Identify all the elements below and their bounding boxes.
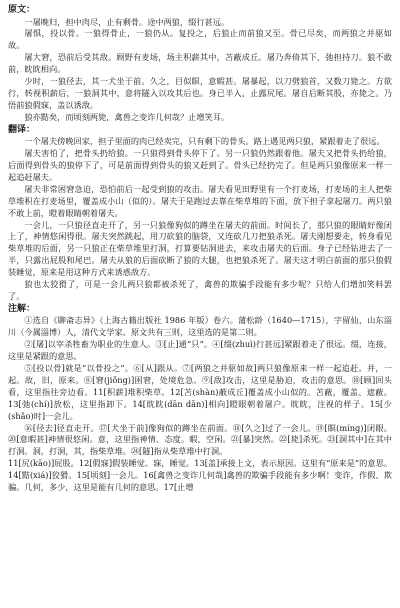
original-heading: 原文： xyxy=(8,5,36,15)
translation-paragraph: 一个屠夫傍晚回家，担子里面的肉已经卖完，只有剩下的骨头。路上遇见两只狼，紧跟着走了很远。 xyxy=(24,136,385,147)
notes-section xyxy=(8,303,392,494)
translation-paragraph: 一会儿，一只狼径直走开了，另一只狼像狗似的蹲坐在屠夫的前面。时间长了，那只狼的眼睛好像闭上了，神情悠闲得很。屠夫突然跳起，用刀砍狼的脑袋，又连砍几刀把狼杀死。屠夫刚想要走，转身看见柴草堆的后面，另一只狼正在柴草堆里打洞，打算要钻洞进去，来攻击屠夫的后面。身子已经钻进去了一半，只露出屁股和尾巴。屠夫从狼的后面砍断了狼的大腿，也把狼杀死了。屠夫这才明白前面的那只狼假装睡觉，原来是用这种方式来诱惑敌方。 xyxy=(8,219,392,278)
note-item: ②[屠]以宰杀牲畜为职业的生意人。③[止]通“只”。④[缀(zhuì)行甚远]紧跟着走了很远。缀，连接，这里是紧跟的意思。 xyxy=(8,339,392,362)
translation-paragraph: 狼也太狡猾了，可是一会儿两只狼都被杀死了，禽兽的欺骗手段能有多少呢？只给人们增加笑料罢了。 xyxy=(8,279,392,301)
note-item: 11[尻(kāo)]屁股。12[假寐]假装睡觉。寐，睡觉。13[盖]承接上文，表示原因。这里有“原来是”的意思。14[黠(xiá)]狡猾。15[顷刻]一会儿。16[禽兽之变诈几何哉]禽兽的欺骗手段能有多少啊！变诈，作假、欺骗。几何，多少，这里是能有几何的意思。17[止增 xyxy=(8,458,392,493)
original-paragraph: 一屠晚归，担中肉尽，止有剩骨。途中两狼，缀行甚远。 xyxy=(24,16,230,27)
original-text-section xyxy=(8,4,392,124)
original-paragraph: 少时，一狼径去，其一犬坐于前。久之，目似瞑，意暇甚。屠暴起，以刀劈狼首，又数刀毙之。方欲行，转视积薪后，一狼洞其中，意将隧入以攻其后也。身已半入，止露尻尾。屠自后断其股，亦毙之。乃悟前狼假寐，盖以诱敌。 xyxy=(8,76,392,110)
note-item: ①选自《聊斋志异》（上海古籍出版社 1986 年版）卷六。蒲松龄（1640—1715），字留仙，山东淄川（今属淄博）人，清代文学家。原文共有三则，这里选的是第二则。 xyxy=(8,315,392,338)
original-paragraph: 狼亦黠矣，而顷刻两毙，禽兽之变诈几何哉？止增笑耳。 xyxy=(24,111,230,122)
original-paragraph: 屠大窘，恐前后受其敌。顾野有麦场，场主积薪其中，苫蔽成丘。屠乃奔倚其下，弛担持刀。狼不敢前，眈眈相向。 xyxy=(8,52,392,75)
notes-heading: 注解： xyxy=(8,303,36,314)
translation-section xyxy=(8,124,392,303)
translation-paragraph: 屠夫害怕了，把骨头扔给狼。一只狼得到骨头停下了。另一只狼仍然跟着他。屠夫又把骨头扔给狼，后面得到骨头的狼停下了，可是前面得到骨头的狼又赶到了。骨头已经扔完了。但是两只狼像原来一样一起追赶屠夫。 xyxy=(8,148,392,182)
translation-paragraph: 屠夫非常困窘急迫，恐怕前后一起受到狼的攻击。屠夫看见田野里有一个打麦场，打麦场的主人把柴草堆积在打麦场里，覆盖成小山（似的）。屠夫于是跑过去靠在柴草堆的下面，放下担子拿起屠刀。两只狼不敢上前，瞪着眼睛朝着屠夫。 xyxy=(8,183,392,218)
original-paragraph: 屠惧，投以骨。一狼得骨止，一狼仍从。复投之，后狼止而前狼又至。骨已尽矣，而两狼之并驱如故。 xyxy=(8,28,392,51)
note-item: ⑤[投以骨]就是“以骨投之”。⑥[从]跟从。⑦[两狼之并驱如故]两只狼像原来一样一起追赶。并，一起。故，旧，原来。⑧[窘(jiǒng)]困窘，处境危急。⑨[敌]攻击，这里是胁迫，攻击的意思。⑩[顾]回头看，这里指往旁边看。11[积薪]堆积柴草。12[苫(shàn)蔽成丘]覆盖成小山似的。苫蔽，覆盖、遮蔽。13[弛(chí)]放松，这里指卸下。14[眈眈(dān dān)]相向]瞪眼朝着屠户。眈眈，注视的样子。15[少(shǎo)时]一会儿。 xyxy=(8,362,392,421)
note-item: ⑯[径去]径直走开。⑰[犬坐于前]像狗似的蹲坐在前面。⑱[久之]过了一会儿。⑲[瞑(míng)]闭眼。⑳[意暇甚]神情很悠闲。意，这里指神情、态度。暇，空闲。㉑[暴]突然。㉒[毙]杀死。㉓[洞其中]在其中打洞。洞，打洞，其，指柴草堆。㉔[隧]指从柴草堆中打洞。 xyxy=(8,422,392,457)
translation-heading: 翻译： xyxy=(8,124,36,135)
